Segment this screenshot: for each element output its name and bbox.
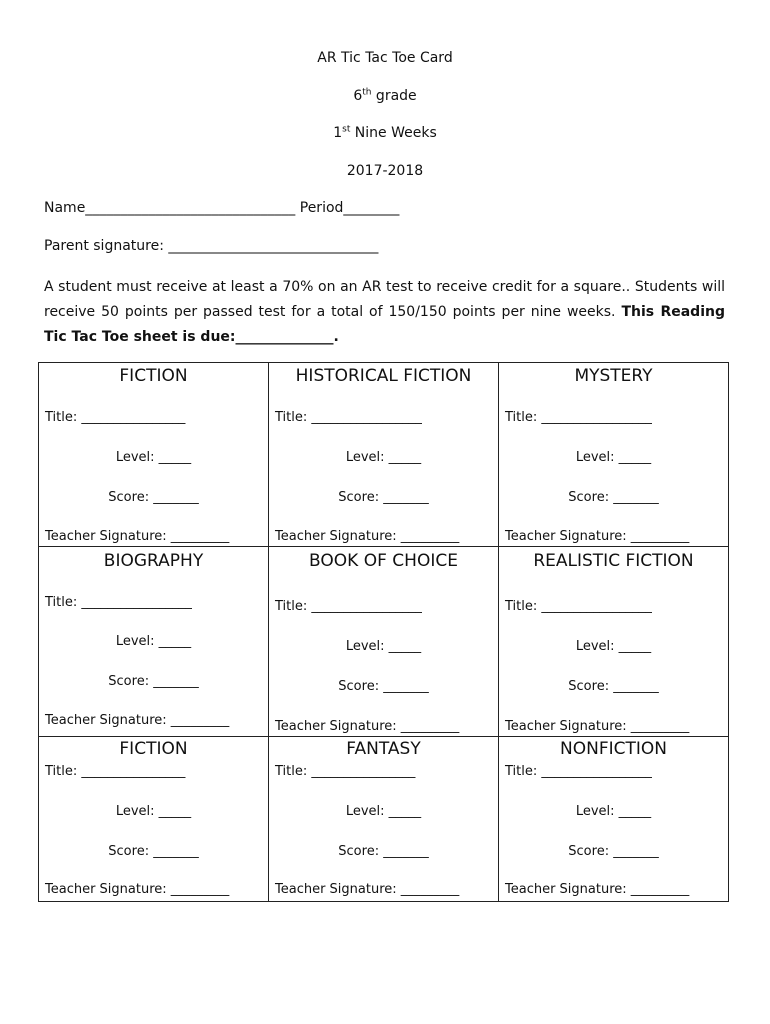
score-field[interactable]: Score: _______ (568, 679, 659, 694)
level-field[interactable]: Level: _____ (575, 450, 652, 465)
grid-row (39, 363, 729, 547)
tic-tac-toe-grid (38, 362, 729, 902)
cell-genre: FICTION (119, 739, 188, 759)
due-date-text: This Reading Tic Tac Toe sheet is due:______________. (44, 304, 725, 345)
grid-cell (499, 547, 729, 737)
grade-word: grade (371, 88, 417, 104)
instructions-text: A student must receive at least a 70% on an AR test to receive credit for a square.. Students will receive 50 points per passed test for a total of 150/150 points per nine weeks. (44, 279, 725, 320)
grade-number: 6 (353, 88, 363, 104)
term-line (0, 125, 770, 141)
level-field[interactable]: Level: _____ (575, 804, 652, 819)
grid-row (39, 547, 729, 737)
term-word: Nine Weeks (350, 125, 437, 141)
score-field[interactable]: Score: _______ (108, 674, 199, 689)
score-field[interactable]: Score: _______ (108, 844, 199, 859)
level-field[interactable]: Level: _____ (345, 804, 422, 819)
level-field[interactable]: Level: _____ (345, 450, 422, 465)
school-year: 2017-2018 (346, 163, 424, 179)
teacher-signature-field[interactable]: Teacher Signature: _________ (45, 529, 230, 544)
instructions-paragraph (44, 275, 725, 350)
level-field[interactable]: Level: _____ (115, 804, 192, 819)
teacher-signature-field[interactable]: Teacher Signature: _________ (275, 719, 460, 734)
teacher-signature-field[interactable]: Teacher Signature: _________ (45, 882, 230, 897)
title-field[interactable]: Title: _________________ (275, 599, 422, 614)
title-field[interactable]: Title: _________________ (275, 410, 422, 425)
level-field[interactable]: Level: _____ (115, 450, 192, 465)
level-field[interactable]: Level: _____ (345, 639, 422, 654)
grid-cell (269, 363, 499, 547)
title-field[interactable]: Title: _________________ (505, 764, 652, 779)
title-field[interactable]: Title: _________________ (505, 599, 652, 614)
cell-genre: MYSTERY (574, 366, 653, 386)
teacher-signature-field[interactable]: Teacher Signature: _________ (275, 882, 460, 897)
grid-cell (39, 547, 269, 737)
score-field[interactable]: Score: _______ (108, 490, 199, 505)
score-field[interactable]: Score: _______ (338, 844, 429, 859)
title-field[interactable]: Title: _________________ (45, 595, 192, 610)
teacher-signature-field[interactable]: Teacher Signature: _________ (505, 719, 690, 734)
score-field[interactable]: Score: _______ (338, 679, 429, 694)
teacher-signature-field[interactable]: Teacher Signature: _________ (505, 882, 690, 897)
grid-row (39, 737, 729, 902)
teacher-signature-field[interactable]: Teacher Signature: _________ (275, 529, 460, 544)
cell-genre: HISTORICAL FICTION (295, 366, 472, 386)
parent-signature-field[interactable]: Parent signature: ______________________________ (44, 238, 379, 254)
grade-superscript: th (362, 87, 372, 98)
grid-cell (269, 737, 499, 902)
cell-genre: BOOK OF CHOICE (309, 551, 458, 571)
score-field[interactable]: Score: _______ (568, 490, 659, 505)
grid-cell (269, 547, 499, 737)
grid-cell (499, 363, 729, 547)
title-field[interactable]: Title: ________________ (45, 764, 186, 779)
teacher-signature-field[interactable]: Teacher Signature: _________ (45, 713, 230, 728)
level-field[interactable]: Level: _____ (115, 634, 192, 649)
cell-genre: BIOGRAPHY (103, 551, 204, 571)
grade-line (0, 88, 770, 104)
score-field[interactable]: Score: _______ (568, 844, 659, 859)
term-number: 1 (333, 125, 343, 141)
cell-genre: FANTASY (346, 739, 421, 759)
title-field[interactable]: Title: _________________ (505, 410, 652, 425)
grid-cell (39, 737, 269, 902)
title-field[interactable]: Title: ________________ (45, 410, 186, 425)
cell-genre: NONFICTION (560, 739, 667, 759)
level-field[interactable]: Level: _____ (575, 639, 652, 654)
document-title: AR Tic Tac Toe Card (317, 50, 453, 66)
title-field[interactable]: Title: ________________ (275, 764, 416, 779)
term-superscript: st (342, 124, 351, 135)
teacher-signature-field[interactable]: Teacher Signature: _________ (505, 529, 690, 544)
grid-cell (39, 363, 269, 547)
name-period-field[interactable]: Name______________________________ Period________ (44, 200, 400, 216)
grid-cell (499, 737, 729, 902)
score-field[interactable]: Score: _______ (338, 490, 429, 505)
cell-genre: REALISTIC FICTION (533, 551, 694, 571)
cell-genre: FICTION (119, 366, 188, 386)
